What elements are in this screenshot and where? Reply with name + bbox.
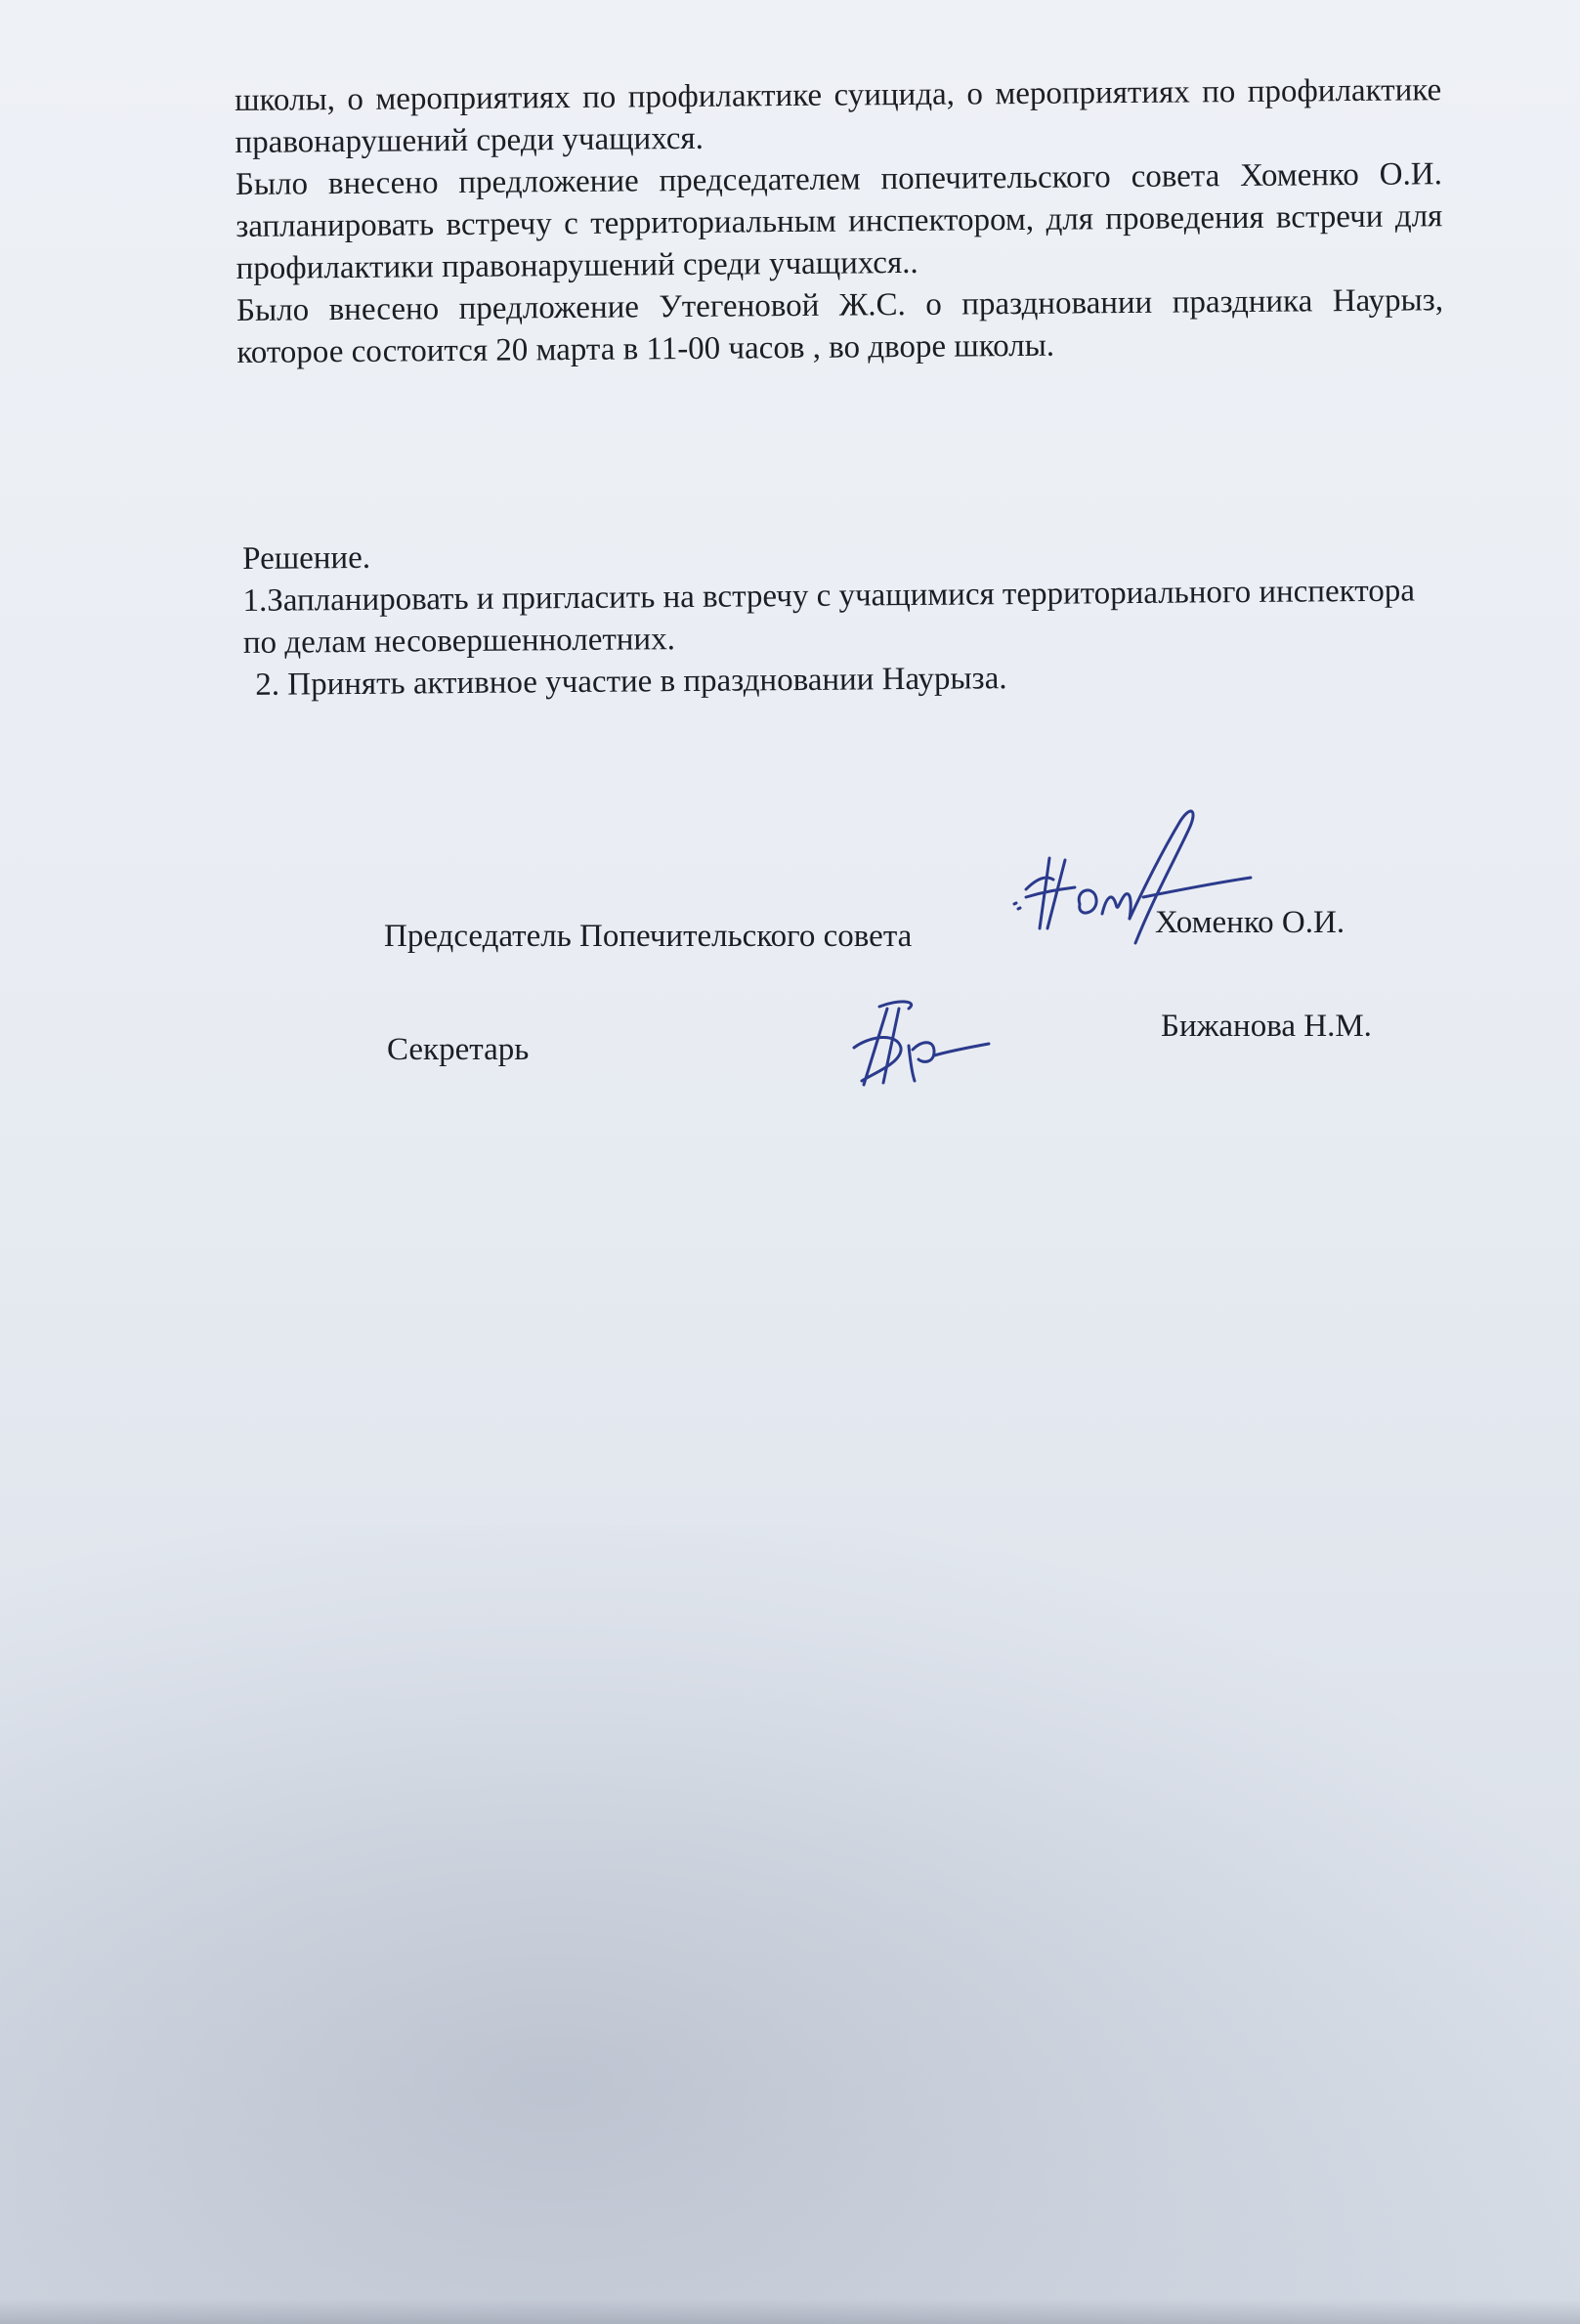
decision-heading: Решение. bbox=[242, 539, 371, 577]
chair-signature-icon bbox=[1006, 782, 1260, 977]
paper-bottom-edge bbox=[0, 2299, 1580, 2324]
paragraph-3: Было внесено предложение Утегеновой Ж.С. о праздновании праздника Наурыз, которое состоится 20 марта в 11-00 часов , во дворе школы. bbox=[235, 282, 1444, 370]
chair-name: Хоменко О.И. bbox=[1155, 905, 1345, 940]
chair-title: Председатель Попечительского совета bbox=[384, 919, 913, 954]
paper-shadow bbox=[0, 1525, 1580, 2324]
secretary-signature-icon bbox=[840, 987, 997, 1095]
paragraph-1: школы, о мероприятиях по профилактике суицида, о мероприятиях по профилактике правонарушений среди учащихся. bbox=[235, 72, 1442, 160]
decision-item-2: 2. Принять активное участие в праздновании Наурыза. bbox=[255, 661, 1007, 703]
paragraph-2: Было внесено предложение председателем попечительского совета Хоменко О.И. запланировать встречу с территориальным инспектором, для проведения встречи для профилактики правонарушений среди учащихся.. bbox=[235, 156, 1443, 286]
decision-section bbox=[242, 528, 1455, 707]
secretary-title: Секретарь bbox=[387, 1032, 530, 1067]
decision-item-1: 1.Запланировать и пригласить на встречу с учащимися территориального инспектора по делам несовершеннолетних. bbox=[242, 573, 1416, 661]
body-text bbox=[235, 69, 1444, 374]
secretary-name: Бижанова Н.М. bbox=[1161, 1009, 1372, 1044]
